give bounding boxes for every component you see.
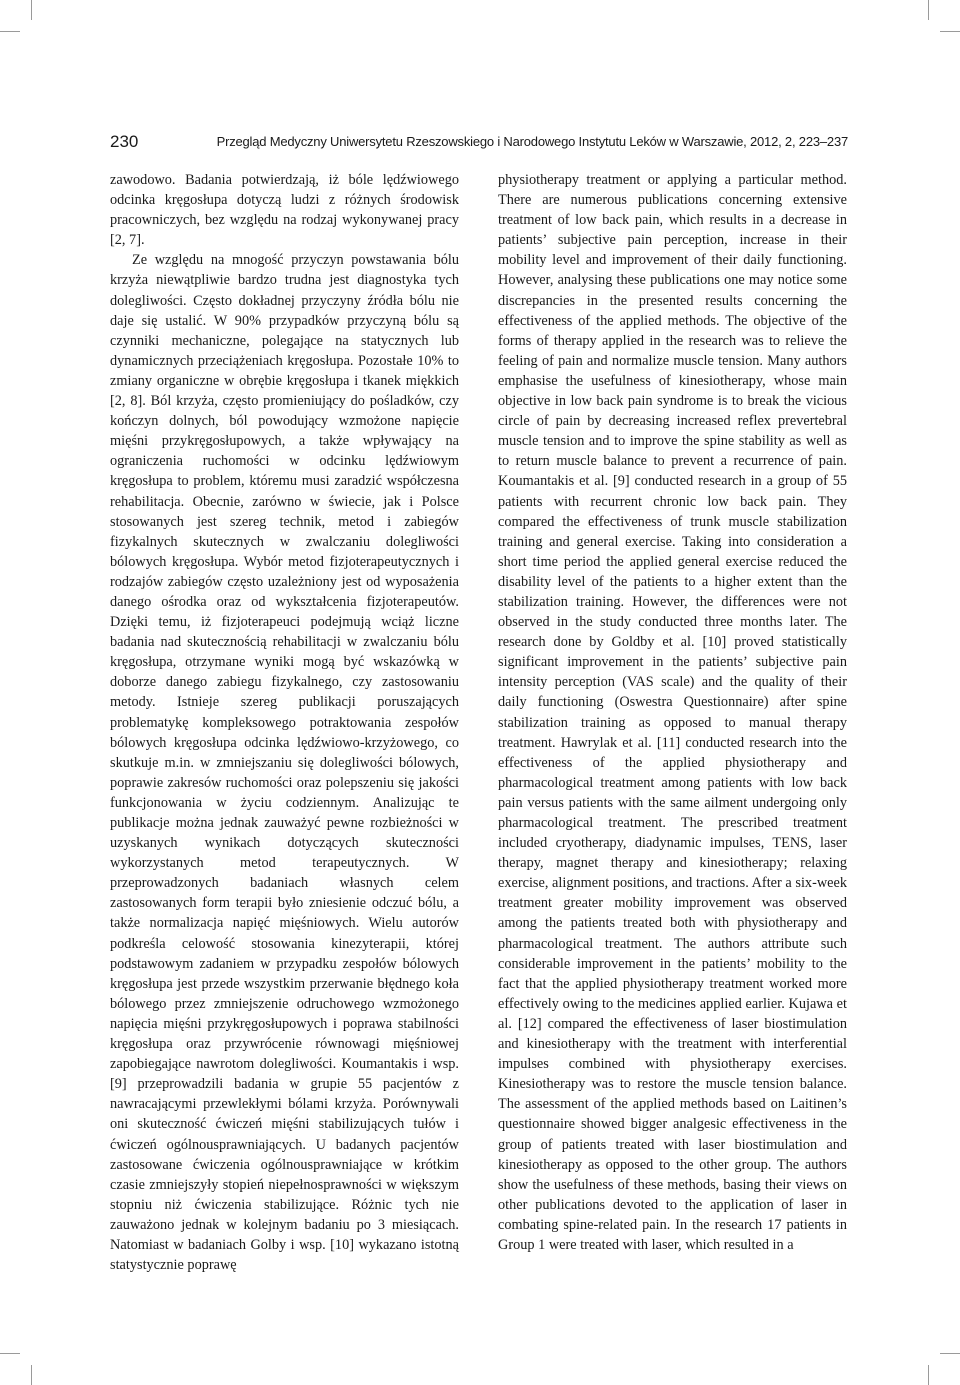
page-number: 230 (110, 132, 139, 151)
right-column (498, 170, 847, 1255)
crop-mark-bottom-left-v (31, 1365, 32, 1385)
paragraph: physiotherapy treatment or applying a particular method. There are numerous publications concerning extensive treatment of low back pain, which results in a decrease in patients’ subjective pain perception, increase in their mobility level and improvement of their daily functioning. However, analysing these publications one may notice some discrepancies in the presented results concerning the effectiveness of the applied methods. The objective of the forms of therapy applied in the research was to relieve the feeling of pain and normalize muscle tension. Many authors emphasise the usefulness of kinesiotherapy, whose main objective in low back pain syndrome is to break the vicious circle of pain by decreasing increased reflex prevertebral muscle tension and to improve the spine stability as well as to return muscle balance to prevent a recurrence of pain. Koumantakis et al. [9] conducted research in a group of 55 patients with recurrent chronic low back pain. They compared the effectiveness of trunk muscle stabilization training and general exercise. Taking into consideration a short time period the applied general exercise reduced the disability level of the patients to a higher extent than the stabilization training. However, the differences were not observed in the study conducted three months later. The research done by Goldby et al. [10] proved statistically significant improvement in the patients’ subjective pain intensity perception (VAS scale) and the quality of their daily functioning (Oswestra Questionnaire) after spine stabilization training as opposed to manual therapy treatment. Hawrylak et al. [11] conducted research into the effectiveness of the applied physiotherapy and pharmacological treatment among patients with low back pain versus patients with the same ailment undergoing only pharmacological treatment. The prescribed treatment included cryotherapy, diadynamic impulses, TENS, laser therapy, magnet therapy and kinesiotherapy; relaxing exercise, alignment positions, and tractions. After a six-week treatment greater mobility improvement was observed among the patients treated both with physiotherapy and pharmacological treatment. The authors attribute such considerable improvement in the patients’ mobility to the fact that the applied physiotherapy treatment worked more effectively owing to the medicines applied earlier. Kujawa et al. [12] compared the effectiveness of laser biostimulation and kinesiotherapy with the treatment with interferential impulses combined with physiotherapy exercises. Kinesiotherapy was to restore the muscle tension balance. The assessment of the applied methods based on Laitinen’s questionnaire showed bigger analgesic effectiveness in the group of patients treated with laser biostimulation and kinesiotherapy as opposed to the other group. The authors show the usefulness of these methods, basing their views on other publications devoted to the application of laser in combating spine-related pain. In the research 17 patients in Group 1 were treated with laser, which resulted in a (498, 172, 847, 1253)
crop-mark-bottom-right-h (940, 1353, 960, 1354)
crop-mark-top-left-h (0, 31, 20, 32)
crop-mark-top-right-h (940, 31, 960, 32)
journal-citation: Przegląd Medyczny Uniwersytetu Rzeszowskiego i Narodowego Instytutu Leków w Warszawie, 2012, 2, 223–237 (216, 134, 848, 149)
paragraph: Ze względu na mnogość przyczyn powstawania bólu krzyża niewątpliwie bardzo trudna jest diagnostyka tych dolegliwości. Często dokładnej przyczyny źródła bólu nie daje się ustalić. W 90% przypadków przyczyną bólu są czynniki mechaniczne, polegające na statycznych lub dynamicznych przeciążeniach kręgosłupa. Pozostałe 10% to zmiany organiczne w obrębie kręgosłupa i tkanek miękkich [2, 8]. Ból krzyża, często promieniujący do pośladków, czy kończyn dolnych, ból powodujący wzmożone napięcie mięśni przykręgosłupowych, a także wpływający na ograniczenia ruchomości w odcinku lędźwiowym kręgosłupa to problem, któremu musi zaradzić współczesna rehabilitacja. Obecnie, zarówno w świecie, jak i Polsce stosowanych jest szereg technik, metod i zabiegów fizykalnych skutecznych w zwalczaniu dolegliwości bólowych kręgosłupa. Wybór metod fizjoterapeutycznych i rodzajów zabiegów często uzależniony jest od wyposażenia danego ośrodka oraz od wykształcenia fizjoterapeutów. Dzięki temu, iż fizjoterapeuci podejmują wciąż liczne badania nad skutecznością rehabilitacji w zwalczaniu bólu kręgosłupa, otrzymane wyniki mogą być wskazówką w doborze danego zabiegu fizykalnego, czy zastosowaniu metody. Istnieje szereg publikacji poruszających problematykę kompleksowego potraktowania zespołów bólowych kręgosłupa odcinka lędźwiowo-krzyżowego, co skutkuje m.in. w zmniejszaniu się dolegliwości bólowych, poprawie zakresów ruchomości oraz polepszeniu się jakości funkcjonowania w życiu codziennym. Analizując te publikacje można jednak zauważyć pewne rozbieżności w uzyskanych wynikach dotyczących skuteczności wykorzystanych metod terapeutycznych. W przeprowadzonych badaniach własnych celem zastosowanych form terapii było zniesienie odczuć bólu, a także normalizacja napięć mięśniowych. Wielu autorów podkreśla celowość stosowania kinezyterapii, której podstawowym zadaniem w przypadku zespołów bólowych kręgosłupa jest przede wszystkim przerwanie błędnego koła bólowego przez zmniejszenie odruchowego wzmożonego napięcia mięśni przykręgosłupowych i poprawa stabilności kręgosłupa oraz przywrócenie równowagi mięśniowej zapobiegające nawrotom dolegliwości. Koumantakis i wsp.[9] przeprowadzili badania w grupie 55 pacjentów z nawracającymi przewlekłymi bólami krzyża. Porównywali oni skuteczność ćwiczeń mięśni stabilizujących tułów i ćwiczeń ogólnousprawniających. U badanych pacjentów zastosowane ćwiczenia ogólnousprawniające w krótkim czasie zmniejszyły stopień niepełnosprawności w większym stopniu niż ćwiczenia stabilizujące. Różnic tych nie zauważono jednak w kolejnym badaniu po 3 miesiącach. Natomiast w badaniach Golby i wsp. [10] wykazano istotną statystycznie poprawę (110, 252, 459, 1274)
paragraph: zawodowo. Badania potwierdzają, iż bóle lędźwiowego odcinka kręgosłupa dotyczą ludzi z różnych środowisk pracowniczych, bez względu na rodzaj wykonywanej pracy [2, 7]. (110, 172, 459, 249)
crop-mark-bottom-left-h (0, 1353, 20, 1354)
crop-mark-top-left-v (31, 0, 32, 20)
page-header (110, 132, 848, 156)
left-column (110, 170, 459, 1275)
crop-mark-bottom-right-v (928, 1365, 929, 1385)
crop-mark-top-right-v (928, 0, 929, 20)
